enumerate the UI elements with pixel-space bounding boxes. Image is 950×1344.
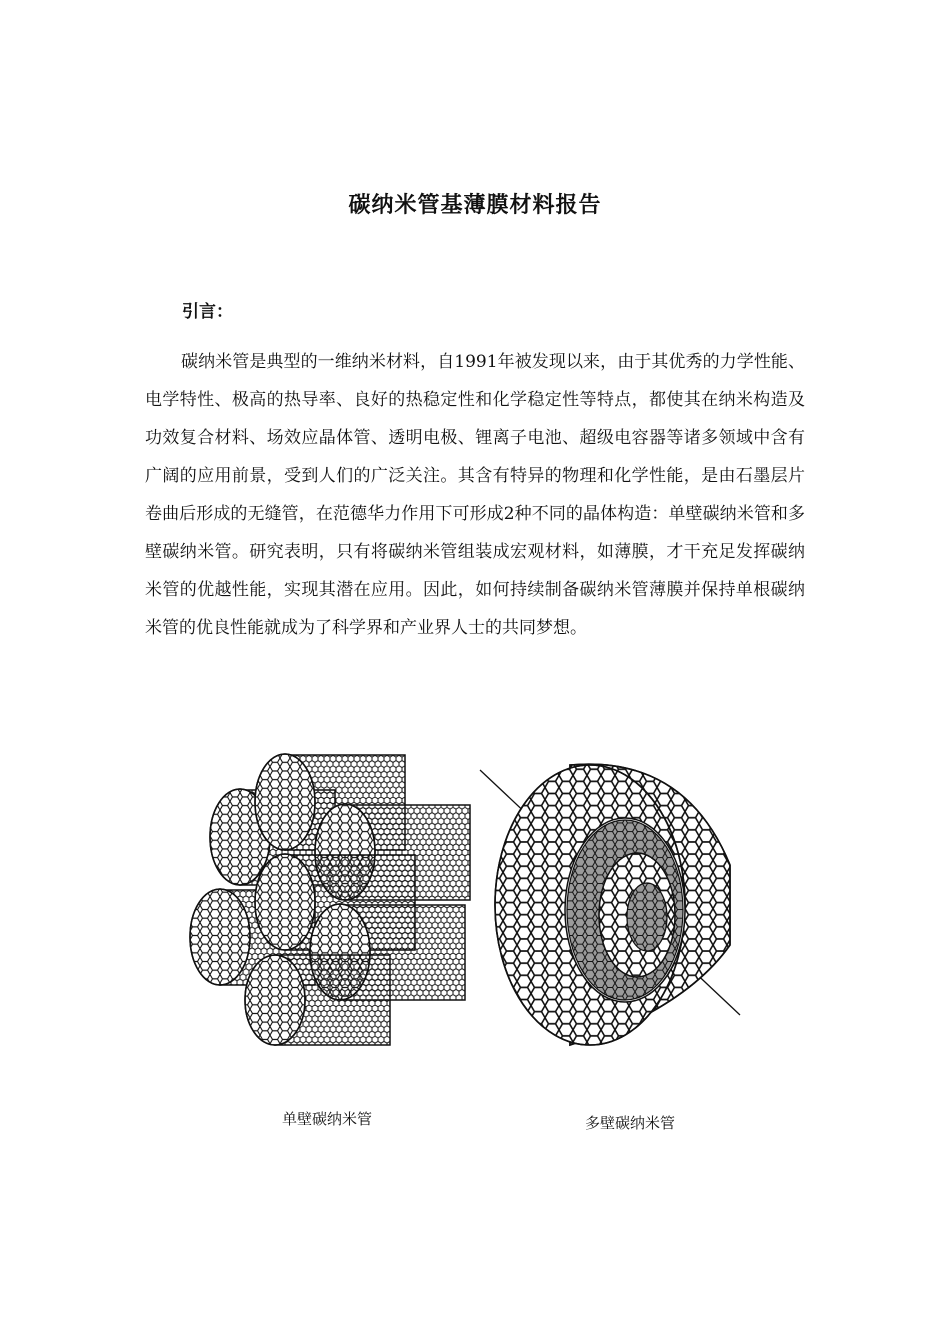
nanotube-figure — [175, 745, 775, 1145]
document-title: 碳纳米管基薄膜材料报告 — [348, 192, 602, 218]
inner-tube-walls — [565, 818, 685, 1002]
caption-single-wall-nanotube: 单壁碳纳米管 — [282, 1110, 373, 1128]
caption-multi-wall-nanotube: 多壁碳纳米管 — [585, 1114, 676, 1132]
section-heading-introduction: 引言： — [182, 302, 233, 322]
tube-bottom — [245, 955, 390, 1045]
multi-wall-nanotube-illustration — [475, 745, 755, 1055]
introduction-paragraph: 碳纳米管是典型的一维纳米材料，自1991年被发现以来，由于其优秀的力学性能、电学特性、极高的热导率、良好的热稳定性和化学稳定性等特点，都使其在纳米构造及功效复合材料、场效应晶体管、透明电极、锂离子电池、超级电容器等诸多领域中含有广阔的应用前景，受到人们的广泛关注。其含有特异的物理和化学性能，是由石墨层片卷曲后形成的无缝管，在范德华力作用下可形成2种不同的晶体构造：单壁碳纳米管和多壁碳纳米管。研究表明，只有将碳纳米管组装成宏观材料，如薄膜，才干充足发挥碳纳米管的优越性能，实现其潜在应用。因此，如何持续制备碳纳米管薄膜并保持单根碳纳米管的优良性能就成为了科学界和产业界人士的共同梦想。 — [145, 352, 805, 638]
single-wall-nanotube-illustration — [180, 745, 480, 1055]
